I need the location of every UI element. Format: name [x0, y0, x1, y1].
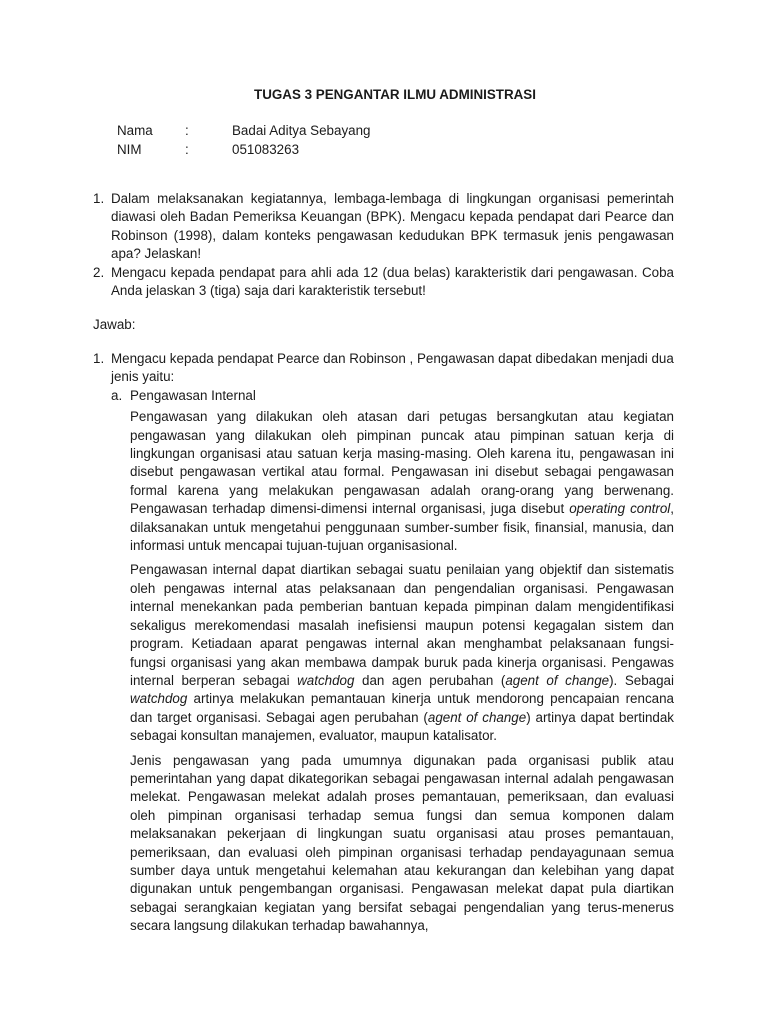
subsection-letter: a. — [111, 387, 123, 403]
answer-subsection — [111, 387, 674, 936]
answer-intro: Mengacu kepada pendapat Pearce dan Robinson , Pengawasan dapat dibedakan menjadi dua jenis yaitu: — [111, 351, 674, 385]
paragraph-text: artinya melakukan pemantauan kinerja untuk mendorong pencapaian rencana dan target organisasi. Sebagai agen perubahan ( — [130, 691, 674, 725]
answer-section — [93, 350, 674, 942]
paragraph-text: ). Sebagai — [609, 672, 674, 688]
question-item — [93, 264, 674, 301]
answer-label: Jawab: — [93, 317, 136, 332]
question-list — [93, 190, 674, 300]
name-colon: : — [185, 123, 189, 138]
italic-term: agent of change — [505, 672, 610, 688]
paragraph-text: dan agen perubahan ( — [354, 672, 506, 688]
name-label: Nama — [117, 123, 153, 138]
nim-label: NIM — [117, 142, 142, 157]
italic-term: watchdog — [297, 672, 355, 688]
paragraph-text: Pengawasan internal dapat diartikan sebagai suatu penilaian yang objektif dan sistematis oleh pengawas internal atas pelaksanaan dan pengendalian organisasi. Pengawasan internal menekankan pada pemberian bantuan kepada pimpinan dalam mengidentifikasi sekaligus merekomendasi masalah inefisiensi maupun potensi kegagalan sistem dan program. Ketiadaan aparat pengawas internal akan menghambat pelaksanaan fungsi-fungsi organisasi yang akan membawa dampak buruk pada kinerja organisasi. Pengawas internal berperan sebagai — [130, 562, 674, 688]
question-item — [93, 190, 674, 264]
answer-number: 1. — [93, 351, 105, 366]
question-number: 1. — [93, 191, 105, 206]
paragraph-3 — [130, 752, 674, 936]
nim-value: 051083263 — [232, 142, 300, 157]
question-text: Mengacu kepada pendapat para ahli ada 12 (dua belas) karakteristik dari pengawasan. Coba Anda jelaskan 3 (tiga) saja dari karakteristik tersebut! — [111, 264, 674, 299]
nim-colon: : — [185, 142, 189, 157]
paragraph-text: ) artinya dapat bertindak sebagai konsultan manajemen, evaluator, maupun katalisator. — [130, 709, 674, 744]
question-number: 2. — [93, 264, 105, 280]
paragraph-text: Pengawasan yang dilakukan oleh atasan dari petugas bersangkutan atau kegiatan pengawasan yang dilakukan oleh pimpinan puncak atau pimpinan satuan kerja di lingkungan organisasi atau satuan kerja masing-masing. Oleh karena itu, pengawasan ini disebut pengawasan vertikal atau formal. Pengawasan ini disebut sebagai pengawasan formal karena yang melakukan pengawasan adalah orang-orang yang berwenang. Pengawasan terhadap dimensi-dimensi internal organisasi, juga disebut — [130, 409, 674, 517]
paragraph-1 — [130, 408, 674, 555]
question-text: Dalam melaksanakan kegiatannya, lembaga-lembaga di lingkungan organisasi pemerintah diawasi oleh Badan Pemeriksa Keuangan (BPK). Mengacu kepada pendapat dari Pearce dan Robinson (1998), dalam konteks pengawasan kedudukan BPK termasuk jenis pengawasan apa? Jelaskan! — [111, 191, 674, 262]
answer-item — [93, 350, 674, 936]
italic-term: agent of change — [427, 709, 527, 725]
italic-term: operating control — [569, 501, 671, 517]
paragraph-2 — [130, 561, 674, 745]
paragraph-text: , dilaksanakan untuk mengetahui penggunaan sumber-sumber fisik, finansial, manusia, dan informasi untuk mencapai tujuan-tujuan organisasional. — [130, 501, 675, 554]
name-value: Badai Aditya Sebayang — [232, 123, 371, 138]
italic-term: watchdog — [130, 691, 188, 707]
document-title: TUGAS 3 PENGANTAR ILMU ADMINISTRASI — [254, 87, 536, 102]
paragraph-text: Jenis pengawasan yang pada umumnya digunakan pada organisasi publik atau pemerintahan yang dapat dikategorikan sebagai pengawasan internal adalah pengawasan melekat. Pengawasan melekat adalah proses pemantauan, pemeriksaan, dan evaluasi oleh pimpinan organisasi terhadap semua fungsi dan semua komponen dalam melaksanakan pekerjaan di lingkungan suatu organisasi atau proses pemantauan, pemeriksaan, dan evaluasi oleh pimpinan organisasi terhadap pendayagunaan semua sumber daya untuk mengetahui kelemahan atau kekurangan dan kelebihan yang dapat digunakan untuk pengembangan organisasi. Pengawasan melekat dapat pula diartikan sebagai serangkaian kegiatan yang bersifat sebagai pengendalian yang terus-menerus secara langsung dilakukan terhadap bawahannya, — [130, 752, 674, 934]
subsection-heading: Pengawasan Internal — [130, 387, 256, 403]
